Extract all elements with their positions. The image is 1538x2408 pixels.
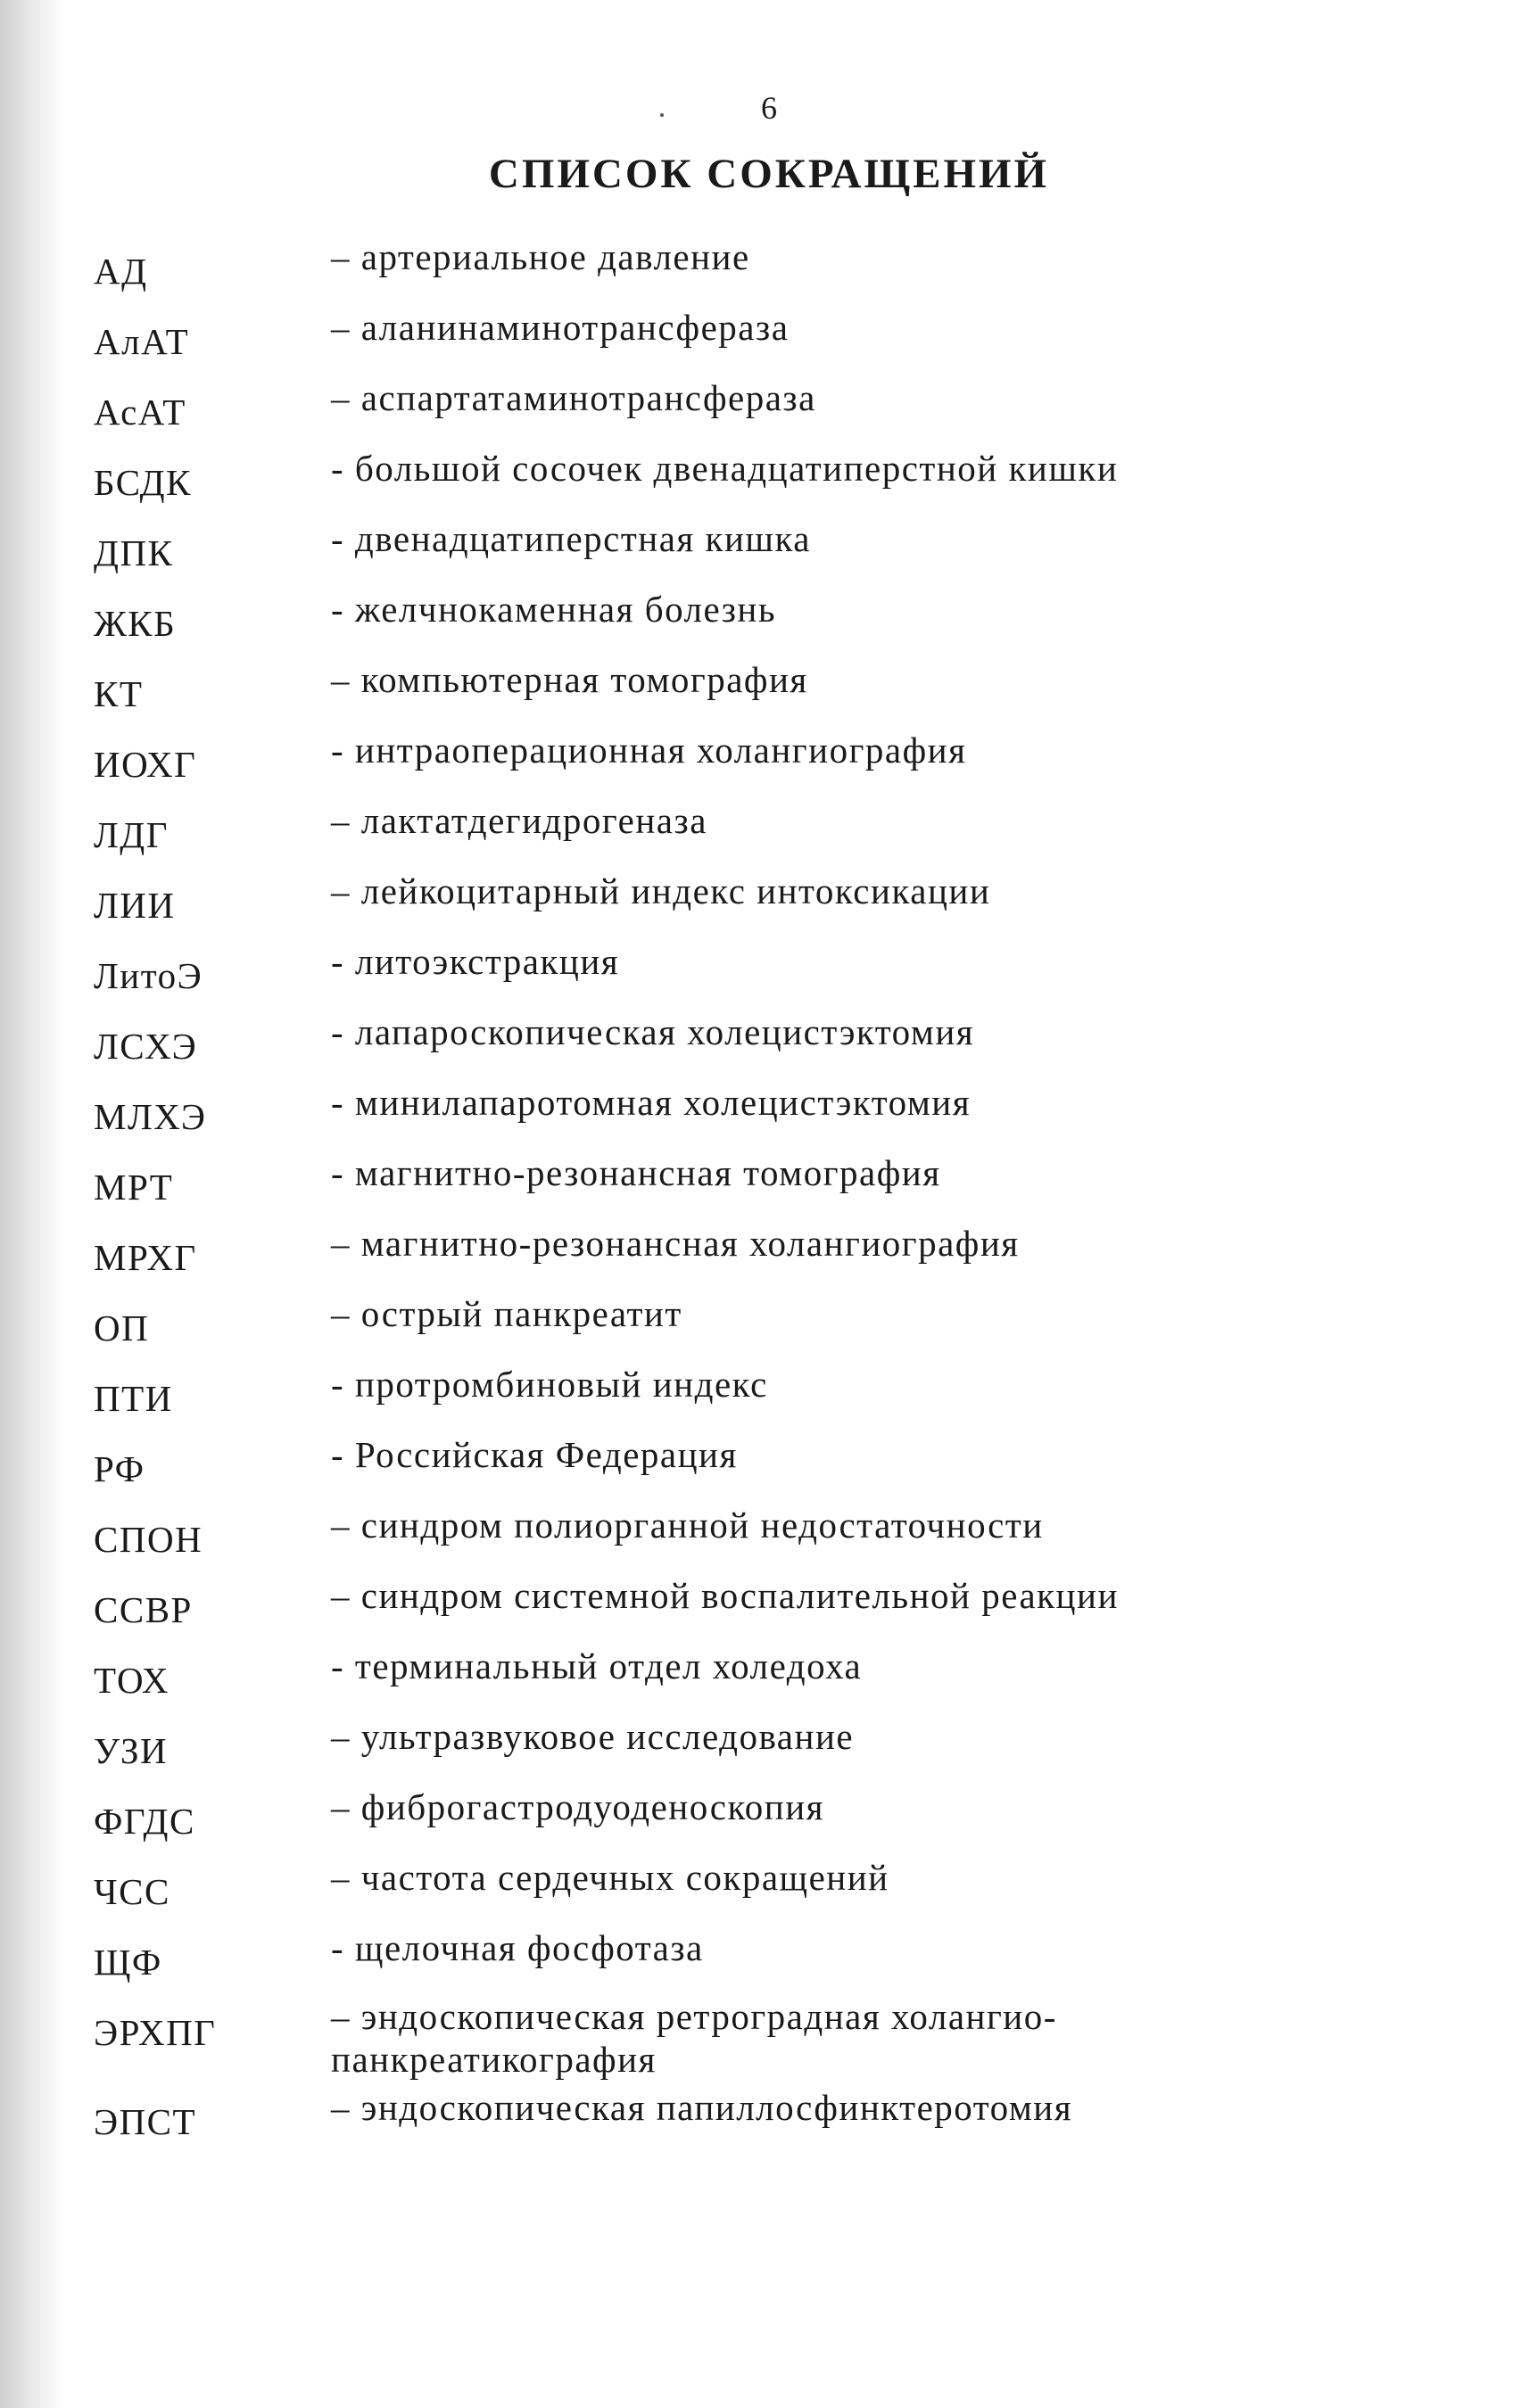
abbreviation-definition: – ультразвуковое исследование	[331, 1716, 855, 1757]
abbreviation-definition: – аланинаминотрансфераза	[331, 307, 790, 348]
abbreviation-term: ТОХ	[94, 1660, 170, 1701]
abbreviation-term: АсАТ	[94, 392, 186, 433]
abbreviation-term: ЧСС	[94, 1871, 170, 1912]
abbreviation-term: ОП	[94, 1307, 150, 1348]
page-number: 6	[761, 90, 777, 126]
abbreviation-term: ЖКБ	[94, 603, 177, 644]
abbreviation-row	[94, 1150, 1485, 1220]
abbreviation-definition: – лактатдегидрогеназа	[331, 800, 707, 841]
abbreviation-term: ЛИИ	[94, 885, 176, 926]
abbreviation-row	[94, 1713, 1485, 1784]
abbreviation-definition: – компьютерная томография	[331, 659, 808, 700]
abbreviation-term: МРХГ	[94, 1237, 197, 1278]
abbreviation-definition: – магнитно-резонансная холангиография	[331, 1223, 1020, 1264]
abbreviation-definition: – эндоскопическая ретроградная холангио- панкреатикография	[331, 1996, 1057, 2080]
page-title: СПИСОК СОКРАЩЕНИЙ	[488, 151, 1050, 197]
abbreviation-term: АлАТ	[94, 321, 190, 362]
abbreviation-definition: - желчнокаменная болезнь	[331, 589, 777, 630]
abbreviation-row	[94, 868, 1485, 938]
abbreviation-row	[94, 1361, 1485, 1431]
abbreviation-row	[94, 1502, 1485, 1572]
abbreviation-definition: – синдром системной воспалительной реакции	[331, 1575, 1119, 1616]
abbreviation-row	[94, 656, 1485, 727]
abbreviation-term: ЭПСТ	[94, 2101, 197, 2142]
abbreviation-term: СПОН	[94, 1519, 203, 1560]
abbreviation-row	[94, 304, 1485, 375]
abbreviation-definition: – частота сердечных сокращений	[331, 1857, 889, 1898]
abbreviation-row	[94, 1431, 1485, 1502]
abbreviation-term: ЭРХПГ	[94, 2012, 217, 2053]
abbreviation-definition: - щелочная фосфотаза	[331, 1927, 704, 1968]
abbreviation-row	[94, 1079, 1485, 1150]
abbreviation-row	[94, 1784, 1485, 1854]
abbreviation-definition: - интраоперационная холангиография	[331, 730, 967, 771]
abbreviation-term: ССВР	[94, 1589, 193, 1630]
abbreviation-row	[94, 1572, 1485, 1643]
abbreviation-term: ЩФ	[94, 1942, 162, 1983]
abbreviation-term: УЗИ	[94, 1730, 169, 1771]
abbreviation-row	[94, 375, 1485, 445]
abbreviation-term: РФ	[94, 1448, 145, 1489]
abbreviation-term: ДПК	[94, 532, 174, 573]
abbreviation-term: ФГДС	[94, 1801, 195, 1842]
abbreviation-term: ЛитоЭ	[94, 955, 203, 996]
abbreviation-term: МРТ	[94, 1167, 174, 1208]
abbreviation-definition: – лейкоцитарный индекс интоксикации	[331, 870, 991, 911]
abbreviation-row	[94, 515, 1485, 586]
abbreviation-row	[94, 727, 1485, 797]
abbreviation-definition: - лапароскопическая холецистэктомия	[331, 1011, 975, 1052]
abbreviation-definition: – фиброгастродуоденоскопия	[331, 1786, 825, 1827]
abbreviation-row	[94, 2084, 1485, 2155]
abbreviation-row	[94, 1995, 1485, 2084]
abbreviation-definition: - Российская Федерация	[331, 1434, 738, 1475]
abbreviation-definition: - протромбиновый индекс	[331, 1364, 768, 1405]
abbreviation-row	[94, 1009, 1485, 1079]
abbreviation-definition: - магнитно-резонансная томография	[331, 1152, 941, 1193]
abbreviation-term: КТ	[94, 673, 144, 714]
abbreviation-row	[94, 1220, 1485, 1291]
abbreviation-definition: – аспартатаминотрансфераза	[331, 377, 816, 418]
abbreviation-term: ИОХГ	[94, 744, 197, 785]
abbreviation-row	[94, 1854, 1485, 1925]
abbreviation-term: ЛСХЭ	[94, 1026, 198, 1067]
abbreviation-term: ПТИ	[94, 1378, 173, 1419]
abbreviation-list	[94, 234, 1485, 2155]
abbreviation-row	[94, 938, 1485, 1009]
abbreviation-term: МЛХЭ	[94, 1096, 207, 1137]
abbreviation-row	[94, 234, 1485, 304]
abbreviation-definition: - терминальный отдел холедоха	[331, 1645, 863, 1686]
abbreviation-definition: - двенадцатиперстная кишка	[331, 518, 811, 559]
abbreviation-term: БСДК	[94, 462, 192, 503]
abbreviation-term: ЛДГ	[94, 814, 169, 855]
abbreviation-definition: - большой сосочек двенадцатиперстной кишки	[331, 448, 1119, 489]
abbreviation-term: АД	[94, 251, 148, 292]
abbreviation-row	[94, 1291, 1485, 1361]
abbreviation-definition: – острый панкреатит	[331, 1293, 682, 1334]
abbreviation-definition: – синдром полиорганной недостаточности	[331, 1505, 1044, 1546]
abbreviation-row	[94, 1643, 1485, 1713]
abbreviation-row	[94, 1925, 1485, 1995]
abbreviation-definition: – эндоскопическая папиллосфинктеротомия	[331, 2087, 1073, 2128]
abbreviation-definition: - литоэкстракция	[331, 941, 620, 982]
abbreviation-definition: – артериальное давление	[331, 236, 750, 277]
abbreviation-row	[94, 586, 1485, 656]
scan-edge-shadow	[0, 0, 62, 2408]
abbreviation-row	[94, 797, 1485, 868]
abbreviation-definition: - минилапаротомная холецистэктомия	[331, 1082, 972, 1123]
abbreviation-row	[94, 445, 1485, 515]
